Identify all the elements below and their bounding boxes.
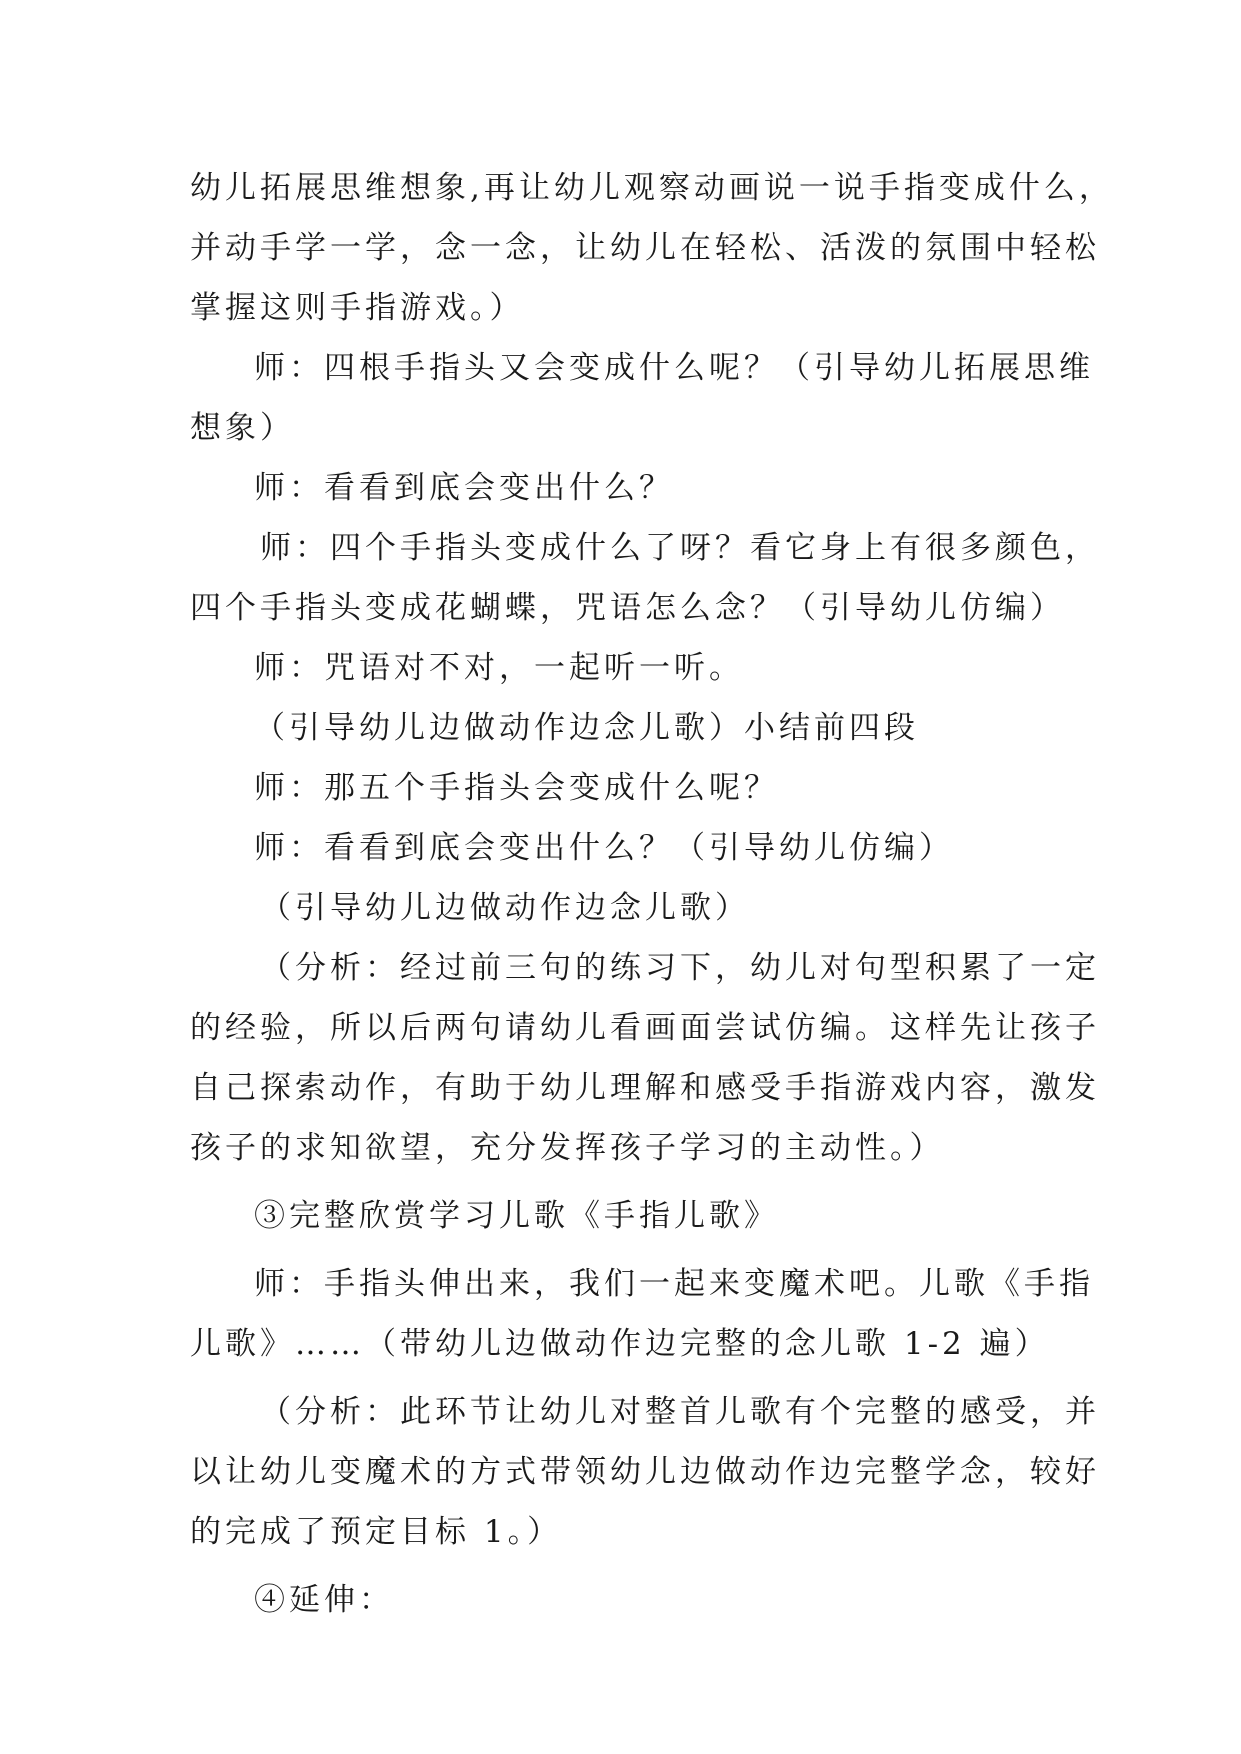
text-line-15: 的经验，所以后两句请幼儿看画面尝试仿编。这样先让孩子 bbox=[190, 1010, 1100, 1046]
text-line-10: （引导幼儿边做动作边念儿歌）小结前四段 bbox=[254, 710, 919, 746]
text-line-19: 师：手指头伸出来，我们一起来变魔术吧。儿歌《手指 bbox=[254, 1266, 1094, 1302]
text-line-17: 孩子的求知欲望，充分发挥孩子学习的主动性。） bbox=[190, 1130, 945, 1166]
text-line-13: （引导幼儿边做动作边念儿歌） bbox=[260, 890, 750, 926]
text-line-16: 自己探索动作，有助于幼儿理解和感受手指游戏内容，激发 bbox=[190, 1070, 1100, 1106]
text-line-18: ③完整欣赏学习儿歌《手指儿歌》 bbox=[254, 1198, 779, 1234]
text-line-21: （分析：此环节让幼儿对整首儿歌有个完整的感受，并 bbox=[260, 1394, 1100, 1430]
text-line-22: 以让幼儿变魔术的方式带领幼儿边做动作边完整学念，较好 bbox=[190, 1454, 1100, 1490]
text-line-24: ④延伸： bbox=[254, 1582, 394, 1618]
text-line-14: （分析：经过前三句的练习下，幼儿对句型积累了一定 bbox=[260, 950, 1100, 986]
text-line-1: 幼儿拓展思维想象,再让幼儿观察动画说一说手指变成什么， bbox=[190, 170, 1114, 206]
document-page bbox=[190, 158, 1114, 1630]
text-line-5: 想象） bbox=[190, 410, 295, 446]
text-line-12: 师：看看到底会变出什么？（引导幼儿仿编） bbox=[254, 830, 954, 866]
text-line-6: 师：看看到底会变出什么？ bbox=[254, 470, 674, 506]
text-line-11: 师：那五个手指头会变成什么呢？ bbox=[254, 770, 779, 806]
text-line-2: 并动手学一学，念一念，让幼儿在轻松、活泼的氛围中轻松 bbox=[190, 230, 1100, 266]
text-line-4: 师：四根手指头又会变成什么呢？（引导幼儿拓展思维 bbox=[254, 350, 1094, 386]
text-line-23: 的完成了预定目标 1。） bbox=[190, 1514, 563, 1550]
text-line-3: 掌握这则手指游戏。） bbox=[190, 290, 525, 326]
text-line-7: 师：四个手指头变成什么了呀？看它身上有很多颜色， bbox=[260, 530, 1100, 566]
text-line-8: 四个手指头变成花蝴蝶，咒语怎么念？（引导幼儿仿编） bbox=[190, 590, 1065, 626]
text-line-9: 师：咒语对不对，一起听一听。 bbox=[254, 650, 744, 686]
text-line-20: 儿歌》……（带幼儿边做动作边完整的念儿歌 1-2 遍） bbox=[190, 1326, 1050, 1362]
